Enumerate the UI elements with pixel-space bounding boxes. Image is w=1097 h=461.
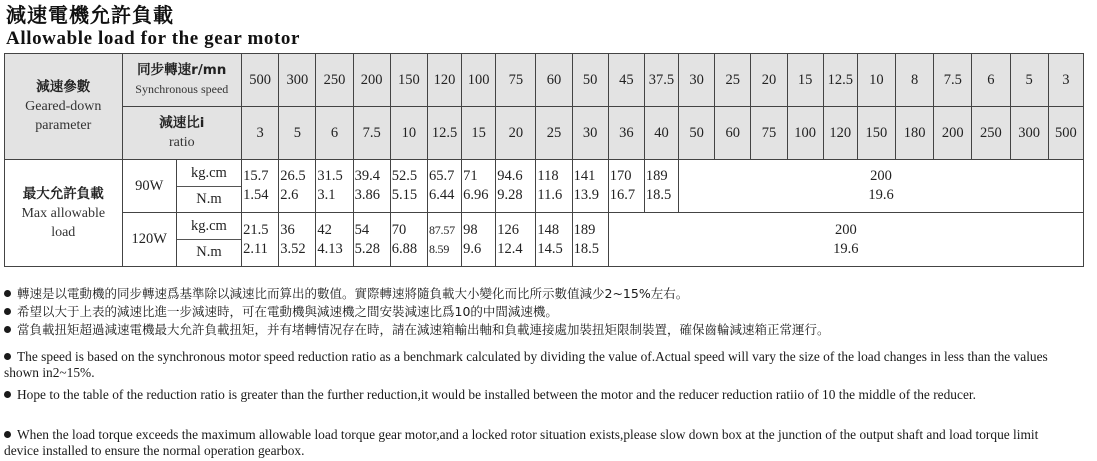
value-nm: 6.96 xyxy=(463,187,489,203)
ratio-cell: 15 xyxy=(462,107,496,160)
bullet-icon xyxy=(4,353,11,360)
synchronous-speed-en: Synchronous speed xyxy=(135,82,229,96)
value-kgcm: 98 xyxy=(463,221,478,238)
ratio-cell: 10 xyxy=(390,107,427,160)
value-cell xyxy=(496,213,536,267)
value-nm: 18.5 xyxy=(645,187,672,203)
table-row-120w xyxy=(5,213,1084,267)
ratio-cell: 250 xyxy=(972,107,1010,160)
value-cell xyxy=(242,160,279,213)
value-nm: 2.6 xyxy=(280,187,299,203)
value-cell xyxy=(353,160,390,213)
ratio-cell: 25 xyxy=(536,107,572,160)
value-kgcm: 118 xyxy=(537,168,559,184)
value-nm: 3.86 xyxy=(354,187,380,203)
ratio-cell: 200 xyxy=(934,107,972,160)
reduction-parameter-header xyxy=(5,54,123,160)
unit-cell xyxy=(176,213,241,267)
unit-cell xyxy=(176,160,241,213)
value-nm: 12.4 xyxy=(497,240,523,257)
speed-cell: 100 xyxy=(462,54,496,107)
note-cn-text: 轉速是以電動機的同步轉速爲基準除以減速比而算出的數值。實際轉速將隨負載大小變化而比所示數值減少2~15%左右。 xyxy=(17,286,689,301)
value-kgcm: 39.4 xyxy=(354,168,380,184)
value-cell xyxy=(279,213,316,267)
value-cell xyxy=(536,160,572,213)
speed-cell: 10 xyxy=(857,54,895,107)
value-nm: 3.52 xyxy=(280,240,306,257)
ratio-header xyxy=(122,107,242,160)
value-cell xyxy=(316,213,353,267)
value-cell xyxy=(390,160,427,213)
bullet-icon xyxy=(4,431,11,438)
ratio-cell: 5 xyxy=(279,107,316,160)
ratio-cell: 7.5 xyxy=(353,107,390,160)
ratio-cell: 40 xyxy=(644,107,678,160)
note-cn-3 xyxy=(4,322,830,338)
bullet-icon xyxy=(4,308,11,315)
value-nm: 4.13 xyxy=(317,240,343,257)
power-label: 90W xyxy=(122,160,176,213)
bullet-icon xyxy=(4,326,11,333)
unit-nm: N.m xyxy=(196,190,222,207)
max-load-en-2: load xyxy=(51,224,76,240)
value-nm: 5.28 xyxy=(354,240,380,257)
ratio-cell: 180 xyxy=(896,107,934,160)
speed-cell: 20 xyxy=(751,54,787,107)
speed-cell: 200 xyxy=(353,54,390,107)
note-en-1 xyxy=(4,349,1064,381)
ratio-cn: 減速比i xyxy=(159,115,205,131)
value-nm: 14.5 xyxy=(537,240,563,257)
ratio-cell: 60 xyxy=(715,107,751,160)
value-kgcm: 21.5 xyxy=(243,221,269,238)
ratio-cell: 75 xyxy=(751,107,787,160)
synchronous-speed-cn: 同步轉速r/mn xyxy=(137,62,227,78)
value-kgcm: 94.6 xyxy=(497,168,523,184)
value-nm: 1.54 xyxy=(243,187,269,203)
value-nm: 6.44 xyxy=(428,187,455,203)
reduction-parameter-en-1: Geared-down xyxy=(25,99,102,114)
value-kgcm: 141 xyxy=(573,168,596,184)
max-load-cn: 最大允許負載 xyxy=(22,185,104,202)
value-cell xyxy=(608,160,644,213)
speed-cell: 30 xyxy=(679,54,715,107)
value-nm: 9.28 xyxy=(497,187,523,203)
note-en-text: The speed is based on the synchronous motor speed reduction ratio as a benchmark calculated by dividing the value of.Actual speed will vary the size of the load changes in less than the values shown in2~15%. xyxy=(4,349,1048,380)
ratio-cell: 120 xyxy=(823,107,857,160)
value-cell xyxy=(462,160,496,213)
ratio-en: ratio xyxy=(168,135,195,150)
speed-cell: 8 xyxy=(896,54,934,107)
title-chinese: 減速電機允許負載 xyxy=(6,3,174,27)
value-nm: 18.5 xyxy=(573,240,599,257)
note-cn-1 xyxy=(4,286,688,302)
note-en-text: When the load torque exceeds the maximum allowable load torque gear motor,and a locked rotor situation exists,please slow down box at the junction of the output shaft and load torque limit device installed to ensure the normal operation gearbox. xyxy=(4,427,1039,458)
speed-cell: 12.5 xyxy=(823,54,857,107)
value-kgcm: 65.7 xyxy=(428,168,455,184)
value-cell xyxy=(390,213,427,267)
note-cn-text: 希望以大于上表的減速比進一步減速時，可在電動機與減速機之間安裝減速比爲10的中間減速機。 xyxy=(17,304,558,319)
max-load-en-1: Max allowable xyxy=(21,205,106,221)
merged-nm: 19.6 xyxy=(868,187,894,203)
bullet-icon xyxy=(4,290,11,297)
value-cell xyxy=(572,213,608,267)
speed-cell: 6 xyxy=(972,54,1010,107)
unit-kgcm: kg.cm xyxy=(177,161,241,187)
synchronous-speed-header xyxy=(122,54,242,107)
speed-cell: 50 xyxy=(572,54,608,107)
speed-cell: 300 xyxy=(279,54,316,107)
merged-value-cell xyxy=(608,213,1083,267)
note-en-text: Hope to the table of the reduction ratio is greater than the further reduction,it would be installed between the motor and the reducer reduction ratiio of 10 the middle of the reducer. xyxy=(17,387,976,402)
allowable-load-table xyxy=(4,53,1084,267)
value-kgcm: 36 xyxy=(280,221,295,238)
value-cell xyxy=(353,213,390,267)
max-load-label xyxy=(5,160,123,267)
speed-cell: 500 xyxy=(242,54,279,107)
reduction-parameter-cn: 減速參數 xyxy=(36,79,91,95)
value-cell xyxy=(496,160,536,213)
value-kgcm: 170 xyxy=(609,168,632,184)
note-cn-2 xyxy=(4,304,558,320)
value-nm: 11.6 xyxy=(537,187,563,203)
speed-cell: 150 xyxy=(390,54,427,107)
value-nm: 16.7 xyxy=(609,187,636,203)
merged-kgcm: 200 xyxy=(870,168,892,184)
merged-kgcm: 200 xyxy=(834,221,857,238)
ratio-cell: 30 xyxy=(572,107,608,160)
note-cn-text: 當負載扭矩超過減速電機最大允許負載扭矩，并有堵轉情况存在時，請在減速箱輸出軸和負載連接處加裝扭矩限制裝置，確保齒輪減速箱正常運行。 xyxy=(17,322,830,337)
ratio-cell: 20 xyxy=(496,107,536,160)
ratio-cell: 50 xyxy=(679,107,715,160)
value-kgcm: 52.5 xyxy=(391,168,418,184)
value-cell xyxy=(427,160,461,213)
title-english: Allowable load for the gear motor xyxy=(6,28,301,49)
speed-cell: 25 xyxy=(715,54,751,107)
value-nm: 13.9 xyxy=(573,187,599,203)
value-cell xyxy=(427,213,461,267)
unit-nm: N.m xyxy=(196,244,222,260)
power-label: 120W xyxy=(122,213,176,267)
value-kgcm: 54 xyxy=(354,221,370,238)
merged-nm: 19.6 xyxy=(833,240,859,257)
value-kgcm: 42 xyxy=(317,221,332,238)
value-kgcm: 31.5 xyxy=(317,168,343,184)
value-cell xyxy=(572,160,608,213)
ratio-cell: 12.5 xyxy=(427,107,461,160)
value-cell xyxy=(316,160,353,213)
value-kgcm: 71 xyxy=(463,168,478,184)
value-nm: 8.59 xyxy=(428,241,450,256)
unit-kgcm: kg.cm xyxy=(177,214,241,240)
note-en-3 xyxy=(4,427,1064,459)
value-nm: 3.1 xyxy=(317,187,336,203)
value-kgcm: 70 xyxy=(391,221,407,238)
table-row-90w xyxy=(5,160,1084,213)
bullet-icon xyxy=(4,391,11,398)
speed-cell: 250 xyxy=(316,54,353,107)
merged-value-cell xyxy=(679,160,1084,213)
speed-cell: 15 xyxy=(787,54,823,107)
value-kgcm: 189 xyxy=(573,221,596,238)
speed-cell: 5 xyxy=(1010,54,1048,107)
speed-cell: 120 xyxy=(427,54,461,107)
ratio-cell: 6 xyxy=(316,107,353,160)
value-kgcm: 148 xyxy=(537,221,560,238)
value-cell xyxy=(462,213,496,267)
value-cell xyxy=(536,213,572,267)
value-nm: 9.6 xyxy=(463,240,482,257)
ratio-cell: 3 xyxy=(242,107,279,160)
value-kgcm: 15.7 xyxy=(243,168,269,184)
value-cell xyxy=(242,213,279,267)
value-kgcm: 189 xyxy=(645,168,668,184)
speed-cell: 60 xyxy=(536,54,572,107)
ratio-cell: 150 xyxy=(857,107,895,160)
value-cell xyxy=(279,160,316,213)
ratio-cell: 500 xyxy=(1048,107,1083,160)
ratio-cell: 100 xyxy=(787,107,823,160)
value-kgcm: 87.57 xyxy=(428,222,455,237)
ratio-cell: 300 xyxy=(1010,107,1048,160)
speed-cell: 37.5 xyxy=(644,54,678,107)
ratio-cell: 36 xyxy=(608,107,644,160)
value-cell xyxy=(644,160,678,213)
speed-cell: 3 xyxy=(1048,54,1083,107)
speed-cell: 7.5 xyxy=(934,54,972,107)
reduction-parameter-en-2: parameter xyxy=(35,118,92,133)
value-nm: 6.88 xyxy=(391,240,418,257)
speed-cell: 75 xyxy=(496,54,536,107)
value-nm: 5.15 xyxy=(391,187,418,203)
note-en-2 xyxy=(4,387,1064,403)
speed-cell: 45 xyxy=(608,54,644,107)
value-nm: 2.11 xyxy=(243,240,268,257)
value-kgcm: 126 xyxy=(497,221,519,238)
value-kgcm: 26.5 xyxy=(280,168,306,184)
